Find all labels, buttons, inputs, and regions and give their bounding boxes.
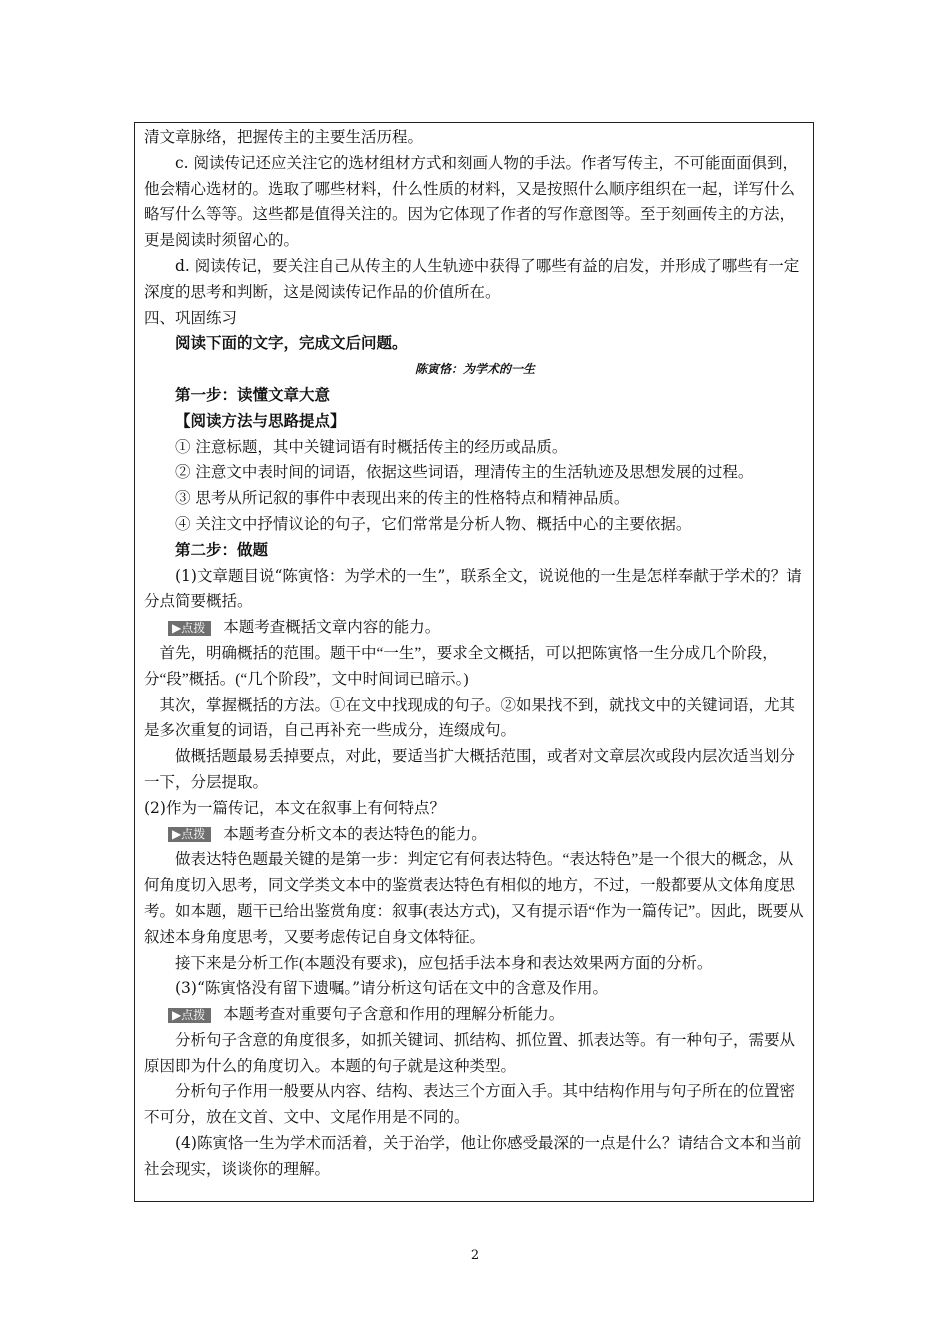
step-one-heading: 第一步：读懂文章大意 xyxy=(175,385,331,404)
hint-1-para-2: 其次，掌握概括的方法。①在文中找现成的句子。②如果找不到，就找文中的关键词语，尤其是多次重复的词语，自己再补充一些成分，连缀成句。 xyxy=(144,696,796,740)
hint-2-para-2: 接下来是分析工作(本题没有要求)，应包括手法本身和表达效果两方面的分析。 xyxy=(175,954,713,972)
hint-1-para-3: 做概括题最易丢掉要点，对此，要适当扩大概括范围，或者对文章层次或段内层次适当划分一下，分层提取。 xyxy=(144,748,796,791)
question-1: (1)文章题目说“陈寅恪：为学术的一生”，联系全文，说说他的一生是怎样奉献于学术的？请分点简要概括。 xyxy=(144,566,802,611)
page-number: 2 xyxy=(470,1248,480,1263)
step-two-heading: 第二步：做题 xyxy=(175,540,269,559)
hint-2-para-1: 做表达特色题最关键的是第一步：判定它有何表达特色。“表达特色”是一个很大的概念，从何角度切入思考，同文学类文本中的鉴赏表达特色有相似的地方，不过，一般都要从文体角度思考。如本题，题干已给出鉴赏角度：叙事(表达方式)，又有提示语“作为一篇传记”。因此，既要从叙述本身角度思考，又要考虑传记自身文体特征。 xyxy=(144,851,804,946)
hint-badge: ▶点拨 xyxy=(168,1008,211,1023)
question-3: (3)“陈寅恪没有留下遗嘱。”请分析这句话在文中的含意及作用。 xyxy=(175,979,609,998)
hint-badge: ▶点拨 xyxy=(168,621,211,636)
tip-3: ③ 思考从所记叙的事件中表现出来的传主的性格特点和精神品质。 xyxy=(175,489,630,508)
hint-3: ▶点拨 本题考查对重要句子含意和作用的理解分析能力。 xyxy=(144,1002,806,1028)
article-title: 陈寅恪：为学术的一生 xyxy=(414,362,535,377)
hint-2: ▶点拨 本题考查分析文本的表达特色的能力。 xyxy=(144,822,806,848)
method-heading: 【阅读方法与思路提点】 xyxy=(175,411,346,430)
hint-3-para-2: 分析句子作用一般要从内容、结构、表达三个方面入手。其中结构作用与句子所在的位置密不可分，放在文首、文中、文尾作用是不同的。 xyxy=(144,1083,796,1127)
paragraph-line: 清文章脉络，把握传主的主要生活历程。 xyxy=(144,128,424,146)
hint-1-para-1: 首先，明确概括的范围。题干中“一生”，要求全文概括，可以把陈寅恪一生分成几个阶段，分“段”概括。(“几个阶段”，文中时间词已暗示。) xyxy=(144,644,778,688)
document-body xyxy=(144,125,806,1183)
hint-badge: ▶点拨 xyxy=(168,827,211,842)
tip-2: ② 注意文中表时间的词语，依据这些词语，理清传主的生活轨迹及思想发展的过程。 xyxy=(175,463,754,482)
paragraph-c: c. 阅读传记还应关注它的选材组材方式和刻画人物的手法。作者写传主，不可能面面俱到，他会精心选材的。选取了哪些材料，什么性质的材料，又是按照什么顺序组织在一起，详写什么略写什么等等。这些都是值得关注的。因为它体现了作者的写作意图等。至于刻画传主的方法，更是阅读时须留心的。 xyxy=(144,153,799,250)
tip-4: ④ 关注文中抒情议论的句子，它们常常是分析人物、概括中心的主要依据。 xyxy=(175,514,692,533)
hint-1: ▶点拨 本题考查概括文章内容的能力。 xyxy=(144,615,806,641)
tip-1: ① 注意标题，其中关键词语有时概括传主的经历或品质。 xyxy=(175,437,568,456)
hint-3-para-1: 分析句子含意的角度很多，如抓关键词、抓结构、抓位置、抓表达等。有一种句子，需要从原因即为什么的角度切入。本题的句子就是这种类型。 xyxy=(144,1031,796,1075)
paragraph-d: d. 阅读传记，要关注自己从传主的人生轨迹中获得了哪些有益的启发，并形成了哪些有一定深度的思考和判断，这是阅读传记作品的价值所在。 xyxy=(144,256,800,301)
section-heading: 四、巩固练习 xyxy=(144,308,238,327)
question-4: (4)陈寅恪一生为学术而活着，关于治学，他让你感受最深的一点是什么？请结合文本和当前社会现实，谈谈你的理解。 xyxy=(144,1134,802,1178)
instruction: 阅读下面的文字，完成文后问题。 xyxy=(175,334,408,353)
question-2: (2)作为一篇传记，本文在叙事上有何特点？ xyxy=(144,798,445,817)
